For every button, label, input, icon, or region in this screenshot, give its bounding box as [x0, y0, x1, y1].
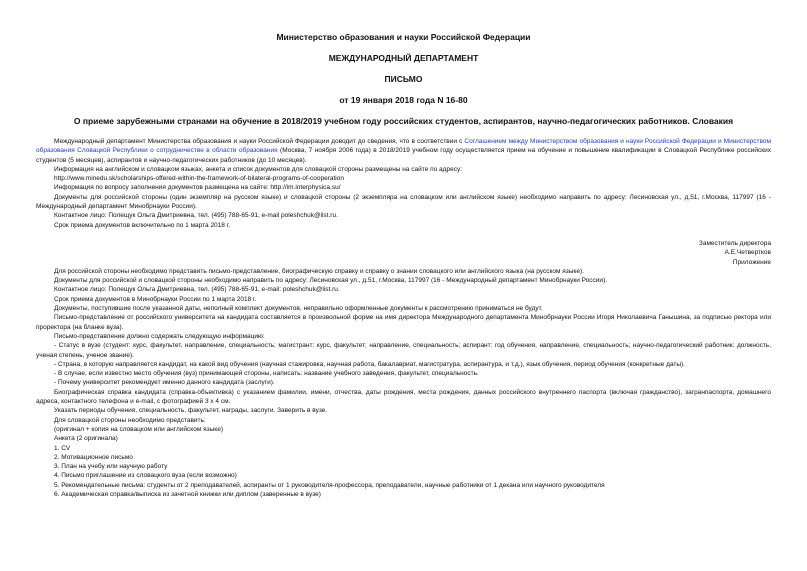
appendix-p12: Биографическая справка кандидата (справка-объективка) с указанием фамилии, имени, отчества, даты рождения, места рождения, данных российского внутреннего паспорта (включая гражданство), загранпаспорта, домашнего адреса, контактного телефона и e-mail, с фотографией 3 х 4 см.	[36, 388, 771, 406]
appendix-p13: Указать периоды обучения, специальность, факультет, награды, заслуги. Заверить в вузе.	[54, 407, 328, 415]
agreement-link[interactable]: Соглашением между Министерством образования и науки Российской Федерации и Министерством образования Словацкой Республики о сотрудничестве в области образования	[36, 138, 771, 155]
info-fill-paragraph: Информация по вопросу заполнения документов размещена на сайте: http://im.interphysica.su/	[54, 184, 341, 192]
appendix-p2: Документы для российской и словацкой стороны необходимо направить по адресу: Лесиновская ул., д.51, г.Москва, 117997 (16 - Международный департамент Минобрнауки России).	[54, 277, 608, 285]
signature-name: А.Е.Четвертков	[724, 249, 771, 257]
appendix-p9: - Страна, в которую направляется кандидат, на какой вид обучения (научная стажировка, научная работа, бакалавриат, магистратура, аспирантура, и т.д.), язык обучения, период обучения (конкретные даты).	[54, 360, 685, 368]
list-item: 1. CV	[54, 444, 71, 452]
list-item: 4. Письмо приглашение из словацкого вуза (если возможно)	[54, 472, 237, 480]
deadline-paragraph: Срок приема документов включительно по 1 марта 2018 г.	[54, 221, 231, 229]
list-item: 3. План на учебу или научную работу	[54, 463, 168, 471]
intro-text-after: (Москва, 7 ноября 2006 года) в 2018/2019 учебном году осуществляется прием на обучение и повышение квалификации в Словацкой Республике российских студентов (5 месяцев), аспирантов и научно-педагогических работников (до 10 месяцев).	[36, 147, 771, 164]
intro-text-before: Международный департамент Министерства образования и науки Российской Федерации доводит до сведения, что в соответствии с	[54, 138, 465, 145]
appendix-p3: Контактное лицо: Полещук Ольга Дмитриевна, тел. (495) 788-65-91, e-mail: poleshchuk@list.ru.	[54, 286, 340, 294]
info-site-paragraph: Информация на английском и словацком языках, анкета и список документов для словацкой стороны размещены на сайте по адресу:	[54, 165, 462, 173]
department-title: МЕЖДУНАРОДНЫЙ ДЕПАРТАМЕНТ	[328, 53, 479, 63]
appendix-p7: Письмо-представление должно содержать следующую информацию:	[54, 332, 265, 340]
appendix-p1: Для российской стороны необходимо представить письмо-представление, биографическую справку и справку о знании словацкого или английского языка (на русском языке).	[54, 267, 584, 275]
appendix-p16: Анкета (2 оригинала)	[54, 435, 118, 443]
ministry-title: Министерство образования и науки Российской Федерации	[276, 32, 531, 42]
appendix-label: Приложение	[732, 258, 771, 266]
intro-paragraph	[36, 137, 771, 165]
appendix-p14: Для словацкой стороны необходимо представить:	[54, 416, 206, 424]
appendix-p6: Письмо-представление от российского университета на кандидата составляется в произвольной форме на имя директора Международного департамента Минобрнауки России Игоря Николаевича Ганышина, за подписью ректора или проректора (на бланке вуза).	[36, 314, 771, 331]
appendix-p11: - Почему университет рекомендует именно данного кандидата (заслуги).	[54, 379, 275, 387]
doc-date-number: от 19 января 2018 года N 16-80	[339, 95, 468, 105]
appendix-p4: Срок приема документов в Минобрнауки России по 1 марта 2018 г.	[54, 295, 257, 303]
appendix-p5: Документы, поступившие после указанной даты, неполный комплект документов, неправильно оформленные документы к рассмотрению приниматься не будут.	[54, 305, 543, 313]
url-paragraph: http://www.minedu.sk/scholarships-offered-within-the-framework-of-bilateral-programs-of-cooperation	[54, 175, 344, 183]
contact-paragraph: Контактное лицо: Полещук Ольга Дмитриевна, тел. (495) 788-65-91, e-mail poleshchuk@list.ru.	[54, 212, 338, 220]
signature-position: Заместитель директора	[698, 239, 771, 247]
list-item: 6. Академическая справка/выписка из зачетной книжки или диплом (заверенные в вузе)	[54, 490, 321, 498]
appendix-p8: - Статус в вузе (студент: курс, факультет, направление, специальность; магистрант: курс, факультет; направление, специальность; аспирант: год обучения, направление, специальность; научно-педагогический работник: должность, ученая степень, ученое звание).	[36, 342, 771, 359]
appendix-p15: (оригинал + копия на словацком или английском языке)	[54, 425, 223, 433]
list-item: 2. Мотивационное письмо	[54, 453, 133, 461]
doc-type: ПИСЬМО	[384, 74, 423, 84]
doc-subject: О приеме зарубежными странами на обучение в 2018/2019 учебном году российских студентов, аспирантов, научно-педагогических работников. Словакия	[73, 116, 734, 126]
list-item: 5. Рекомендательные письма: студенты от 2 преподавателей, аспиранты от 1 руководителя-профессора, преподаватели, научные работники от 1 декана или научного руководителя	[54, 481, 605, 489]
appendix-p10: - В случае, если известно место обучения (вуз) принимающей стороны, написать: название учебного заведения, факультет, специальность.	[54, 370, 479, 378]
docs-send-paragraph: Документы для российской стороны (один экземпляр на русском языке) и словацкой стороны (2 экземпляра на словацком или английском языке) необходимо направить по адресу: Лесиновская ул., д.51, г.Москва, 117997 (16 - Международный департамент Минобрнауки России).	[36, 193, 771, 211]
